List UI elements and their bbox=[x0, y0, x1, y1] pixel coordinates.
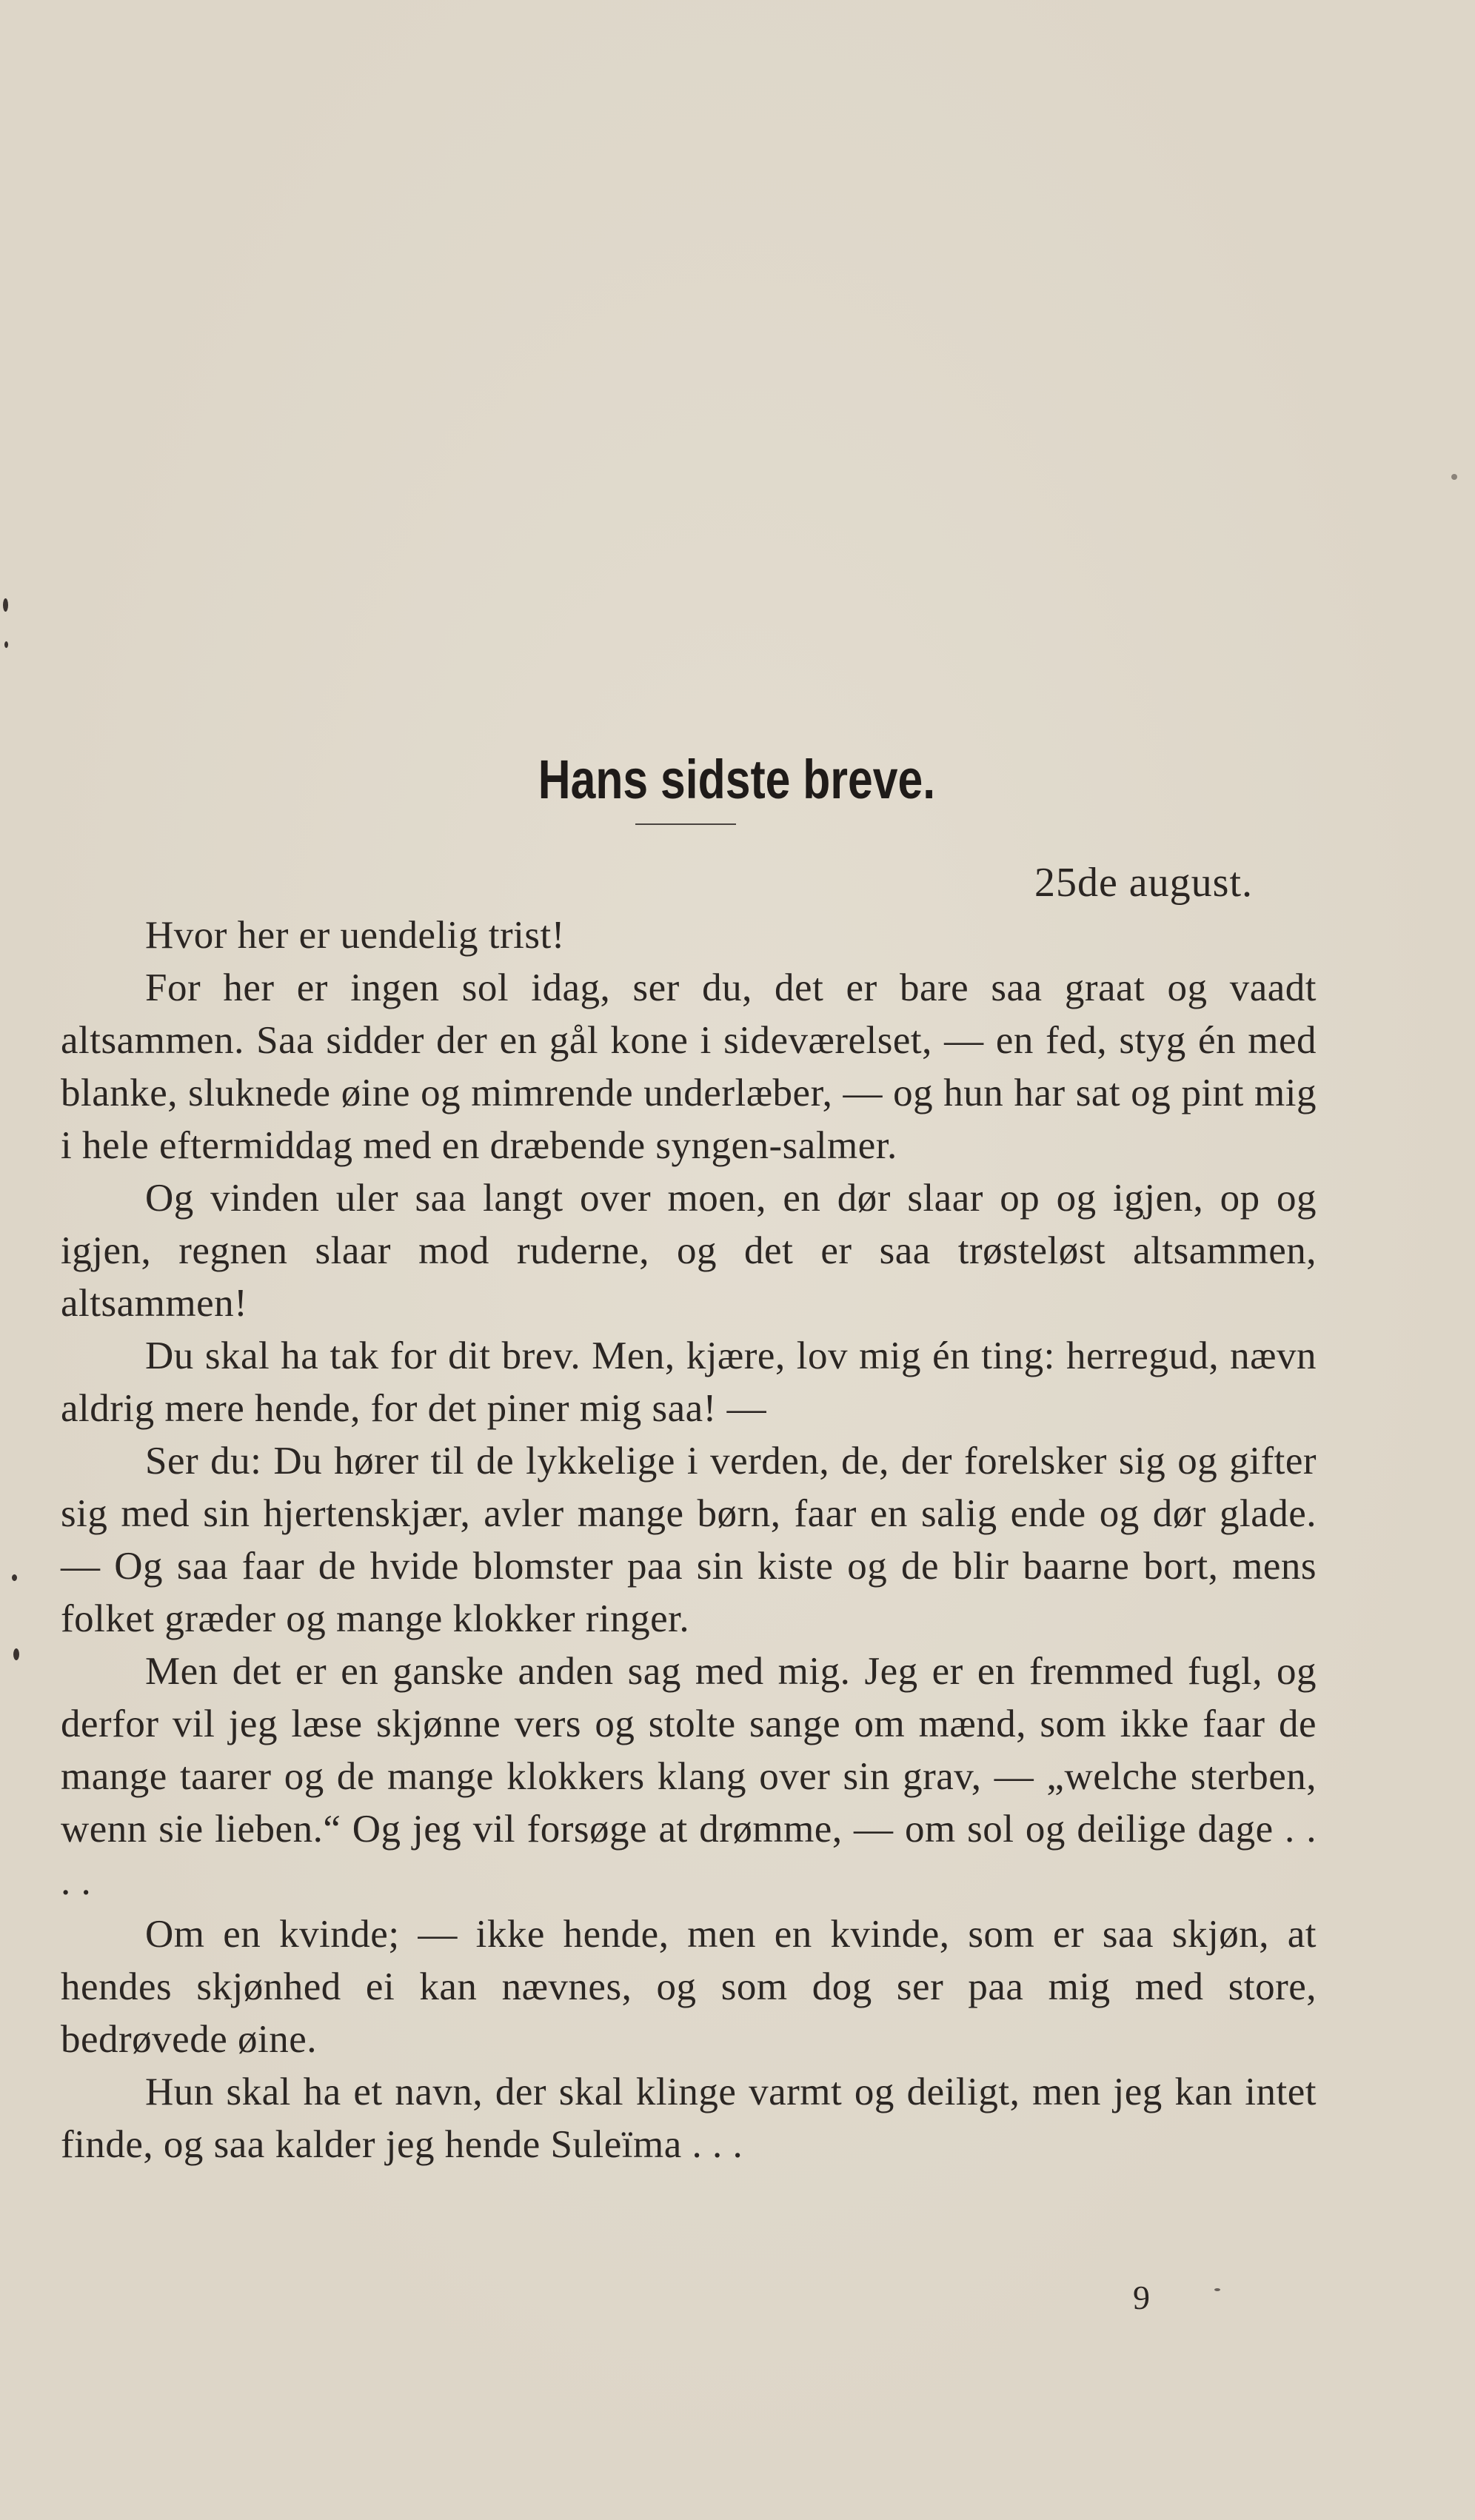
paragraph: Du skal ha tak for dit brev. Men, kjære, lov mig én ting: herregud, nævn aldrig mere hende, for det piner mig saa! — bbox=[61, 1334, 1317, 1430]
paragraph: Hun skal ha et navn, der skal klinge varmt og deiligt, men jeg kan intet finde, og saa kalder jeg hende Suleïma . . . bbox=[61, 2071, 1317, 2166]
ink-speck bbox=[4, 641, 8, 648]
paragraph: Men det er en ganske anden sag med mig. Jeg er en fremmed fugl, og derfor vil jeg læse skjønne vers og stolte sange om mænd, som ikke faar de mange taarer og de mange klokkers klang over sin grav, — „welche sterben, wenn sie lieben.“ Og jeg vil forsøge at drømme, — om sol og deilige dage . . . . bbox=[61, 1650, 1317, 1903]
paragraph: Ser du: Du hører til de lykkelige i verden, de, der forelsker sig og gifter sig med sin hjertenskjær, avler mange børn, faar en salig ende og dør glade. — Og saa faar de hvide blomster paa sin kiste og de blir baarne bort, mens folket græder og mange klokker ringer. bbox=[61, 1440, 1317, 1640]
paragraph: For her er ingen sol idag, ser du, det er bare saa graat og vaadt altsammen. Saa sidder der en gål kone i sideværelset, — en fed, styg én med blanke, sluknede øine og mimrende underlæber, — og hun har sat og pint mig i hele eftermiddag med en dræbende syngen-salmer. bbox=[61, 966, 1317, 1167]
paragraph: Om en kvinde; — ikke hende, men en kvinde, som er saa skjøn, at hendes skjønhed ei kan nævnes, og som dog ser paa mig med store, bedrøvede øine. bbox=[61, 1913, 1317, 2061]
ink-speck bbox=[3, 598, 8, 612]
title-divider bbox=[635, 823, 736, 825]
page-number: 9 bbox=[1133, 2279, 1150, 2316]
letter-body bbox=[61, 909, 1317, 2171]
ink-speck bbox=[1214, 2288, 1220, 2291]
paragraph: Hvor her er uendelig trist! bbox=[145, 914, 565, 957]
ink-speck bbox=[13, 1648, 19, 1660]
letter-date: 25de august. bbox=[1034, 860, 1253, 906]
ink-speck bbox=[1451, 474, 1457, 480]
chapter-title: Hans sidste breve. bbox=[538, 748, 936, 810]
ink-speck bbox=[12, 1574, 17, 1581]
paragraph: Og vinden uler saa langt over moen, en dør slaar op og igjen, op og igjen, regnen slaar mod ruderne, og det er saa trøsteløst altsammen, altsammen! bbox=[61, 1177, 1317, 1325]
